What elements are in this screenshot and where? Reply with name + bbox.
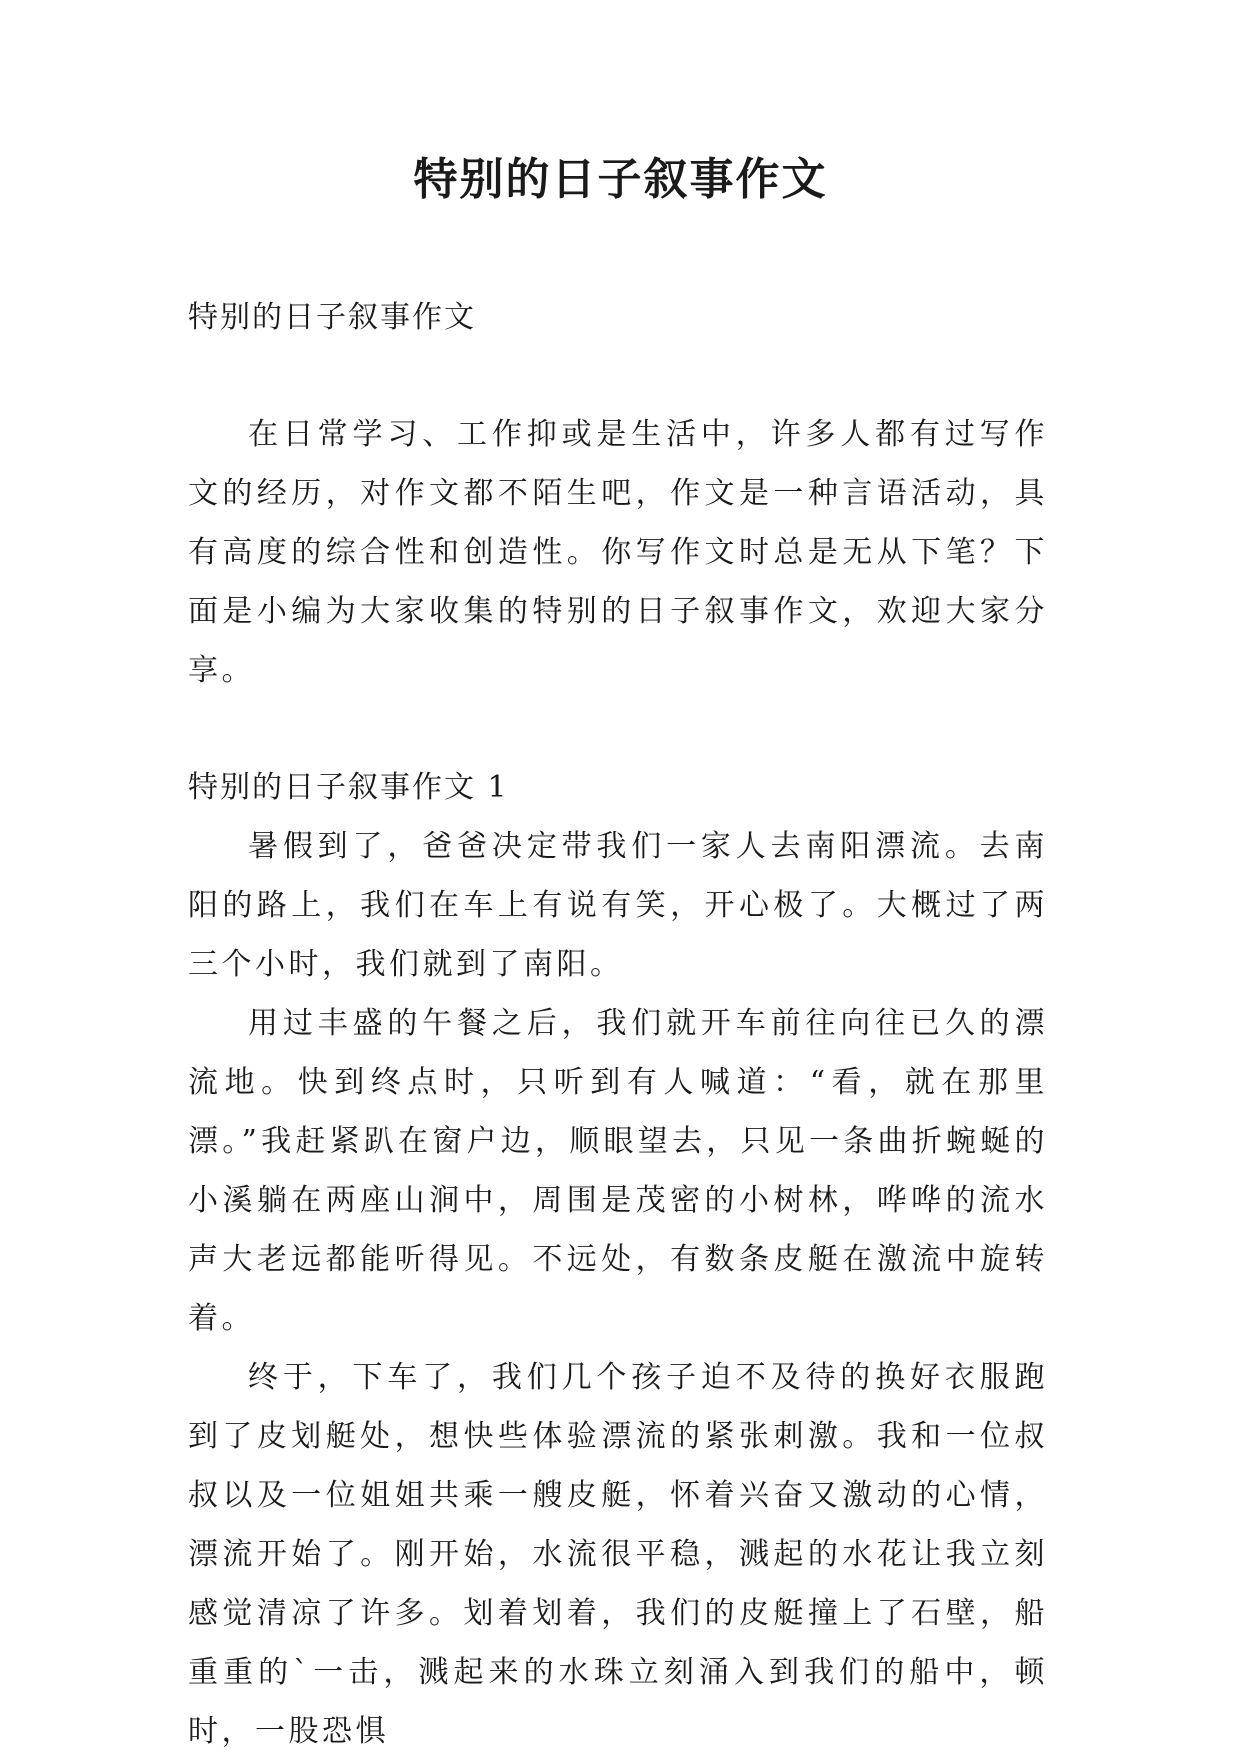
document-body bbox=[188, 288, 1048, 1761]
body-paragraph-2: 用过丰盛的午餐之后，我们就开车前往向往已久的漂流地。快到终点时，只听到有人喊道：“看，就在那里漂。”我赶紧趴在窗户边，顺眼望去，只见一条曲折蜿蜒的小溪躺在两座山涧中，周围是茂密的小树林，哗哗的流水声大老远都能听得见。不远处，有数条皮艇在激流中旋转着。 bbox=[188, 1006, 1048, 1336]
document-title: 特别的日子叙事作文 bbox=[413, 154, 828, 205]
body-paragraph-1: 暑假到了，爸爸决定带我们一家人去南阳漂流。去南阳的路上，我们在车上有说有笑，开心极了。大概过了两三个小时，我们就到了南阳。 bbox=[188, 829, 1048, 982]
section-heading: 特别的日子叙事作文 1 bbox=[188, 770, 509, 805]
document-subtitle: 特别的日子叙事作文 bbox=[188, 300, 476, 335]
body-paragraph-3: 终于，下车了，我们几个孩子迫不及待的换好衣服跑到了皮划艇处，想快些体验漂流的紧张刺激。我和一位叔叔以及一位姐姐共乘一艘皮艇，怀着兴奋又激动的心情，漂流开始了。刚开始，水流很平稳，溅起的水花让我立刻感觉清凉了许多。划着划着，我们的皮艇撞上了石壁，船重重的`一击，溅起来的水珠立刻涌入到我们的船中，顿时，一股恐惧 bbox=[188, 1360, 1048, 1749]
intro-paragraph: 在日常学习、工作抑或是生活中，许多人都有过写作文的经历，对作文都不陌生吧，作文是一种言语活动，具有高度的综合性和创造性。你写作文时总是无从下笔？下面是小编为大家收集的特别的日子叙事作文，欢迎大家分享。 bbox=[188, 417, 1048, 688]
